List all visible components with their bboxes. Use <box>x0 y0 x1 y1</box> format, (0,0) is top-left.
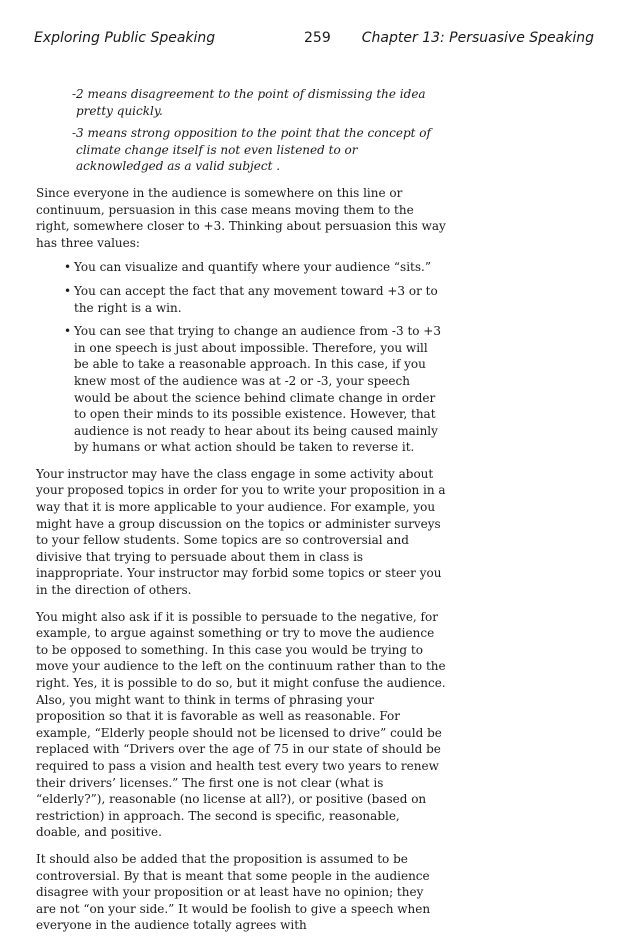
page-body <box>36 86 446 942</box>
paragraph: Since everyone in the audience is somewhere on this line or continuum, persuasion in this case means moving them to the right, somewhere closer to +3. Thinking about persuasion this way has three values: <box>36 185 446 250</box>
bullet-icon: • <box>64 324 72 339</box>
list-item-text: You can visualize and quantify where your audience “sits.” <box>74 260 431 275</box>
list-item <box>64 259 446 276</box>
book-title: Exploring Public Speaking <box>34 30 216 46</box>
bullet-icon: • <box>64 283 72 298</box>
list-item <box>64 323 446 456</box>
chapter-title: Chapter 13: Persuasive Speaking <box>361 30 594 46</box>
bullet-icon: • <box>64 260 72 275</box>
list-item <box>64 283 446 316</box>
list-item-text: You can see that trying to change an audience from -3 to +3 in one speech is just about impossible. Therefore, you will be able to take a reasonable approach. In this case, if you knew most of the audience was at -2 or -3, your speech would be about the science behind climate change in order to open their minds to its possible existence. However, that audience is not ready to hear about its being caused mainly by humans or what action should be taken to reverse it. <box>74 324 441 455</box>
scale-item-minus-2: -2 means disagreement to the point of dismissing the idea pretty quickly. <box>72 87 426 118</box>
page-number: 259 <box>304 30 331 46</box>
running-header <box>34 30 594 56</box>
list-item-text: You can accept the fact that any movement toward +3 or to the right is a win. <box>74 283 438 315</box>
bullet-list <box>36 259 446 456</box>
paragraph: Your instructor may have the class engage in some activity about your proposed topics in order for you to write your proposition in a way that it is more applicable to your audience. For example, you might have a group discussion on the topics or administer surveys to your fellow students. Some topics are so controversial and divisive that trying to persuade about them in class is inappropriate. Your instructor may forbid some topics or steer you in the direction of others. <box>36 466 446 598</box>
scale-item-minus-3: -3 means strong opposition to the point that the concept of climate change itself is not even listened to or acknowledged as a valid subject . <box>72 126 431 174</box>
paragraph: It should also be added that the proposition is assumed to be controversial. By that is meant that some people in the audience disagree with your proposition or at least have no opinion; they are not “on your side.” It would be foolish to give a speech when everyone in the audience totally agrees with <box>36 851 431 933</box>
paragraph: You might also ask if it is possible to persuade to the negative, for example, to argue against something or try to move the audience to be opposed to something. In this case you would be trying to move your audience to the left on the continuum rather than to the right. Yes, it is possible to do so, but it might confuse the audience. Also, you might want to think in terms of phrasing your proposition so that it is favorable as well as reasonable. For example, “Elderly people should not be licensed to drive” could be replaced with “Drivers over the age of 75 in our state of should be required to pass a vision and health test every two years to renew their drivers’ licenses.” The first one is not clear (what is “elderly?”), reasonable (no license at all?), or positive (based on restriction) in approach. The second is specific, reasonable, doable, and positive. <box>36 609 446 840</box>
